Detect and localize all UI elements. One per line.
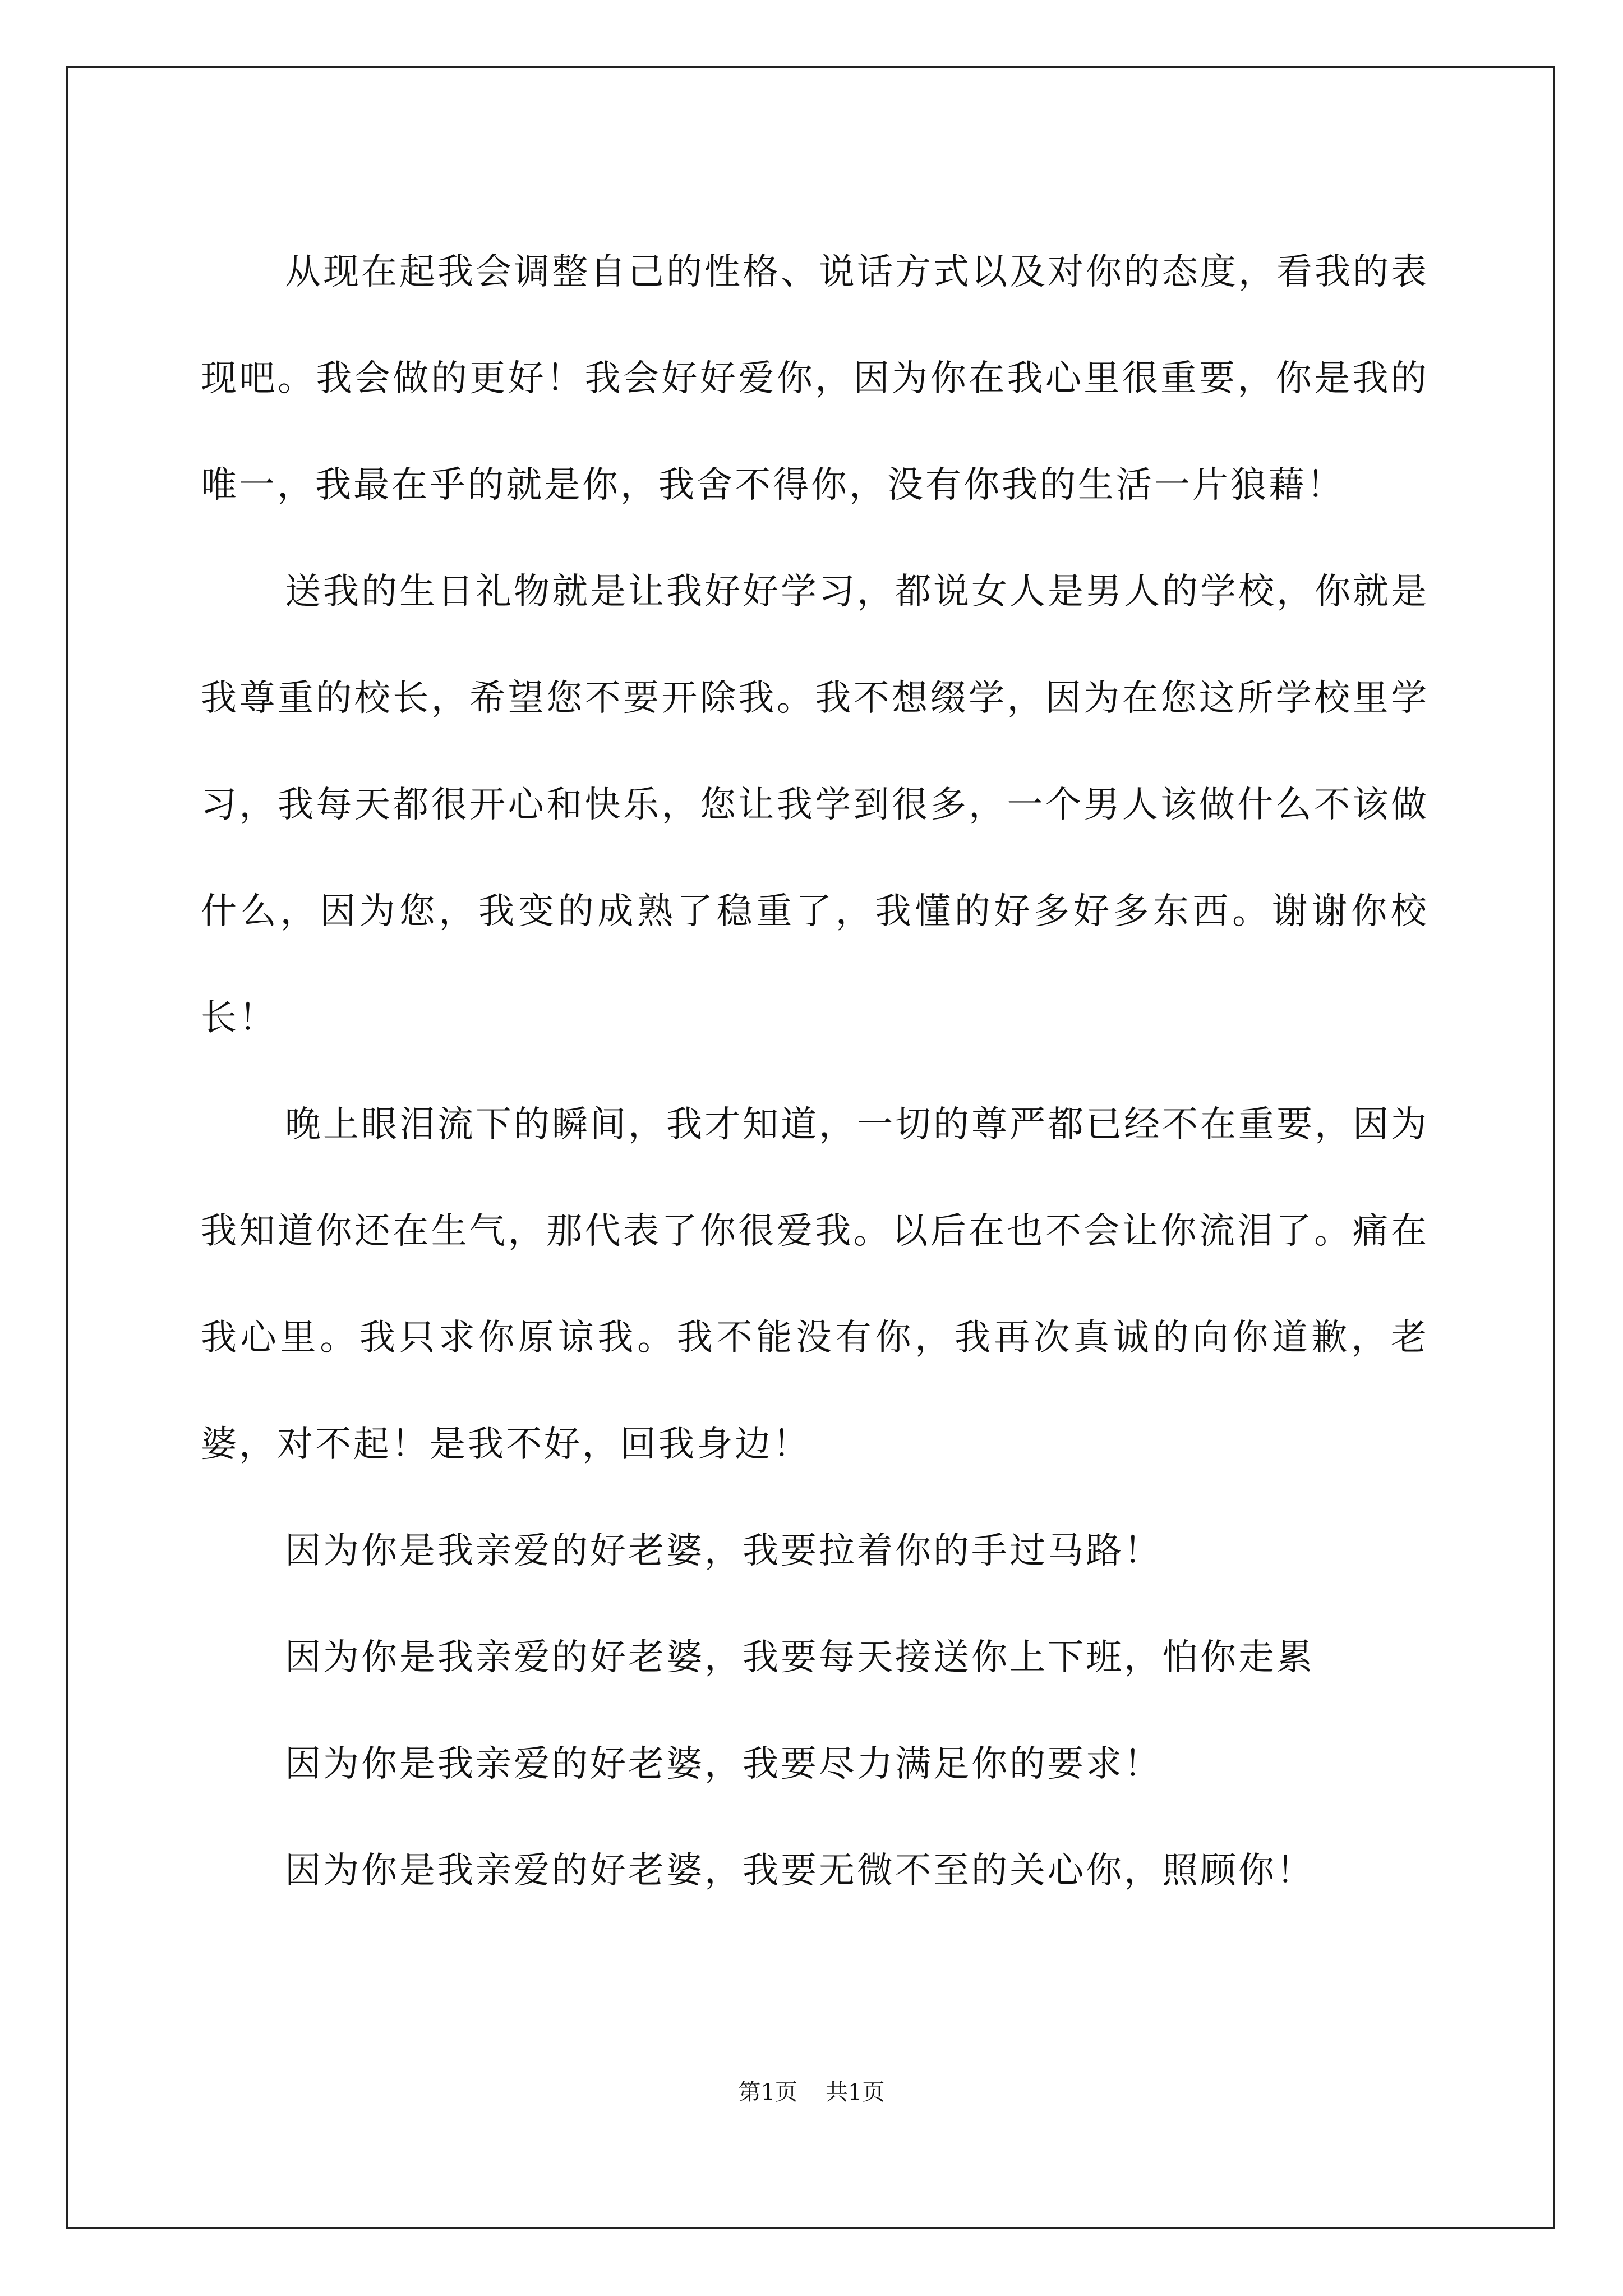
paragraph: 因为你是我亲爱的好老婆，我要每天接送你上下班，怕你走累 [285, 1637, 1315, 1678]
paragraph: 因为你是我亲爱的好老婆，我要拉着你的手过马路！ [285, 1530, 1162, 1572]
paragraph: 晚上眼泪流下的瞬间，我才知道，一切的尊严都已经不在重要，因为我知道你还在生气，那代表了你很爱我。以后在也不会让你流泪了。痛在我心里。我只求你原谅我。我不能没有你，我再次真诚的向你道歉，老婆，对不起！是我不好，回我身边！ [201, 1104, 1429, 1465]
page-total: 共1页 [826, 2079, 885, 2105]
paragraph: 送我的生日礼物就是让我好好学习，都说女人是男人的学校，你就是我尊重的校长，希望您不要开除我。我不想缀学，因为在您这所学校里学习，我每天都很开心和快乐，您让我学到很多，一个男人该做什么不该做什么，因为您，我变的成熟了稳重了，我懂的好多好多东西。谢谢你校长！ [201, 571, 1429, 1039]
paragraph: 从现在起我会调整自己的性格、说话方式以及对你的态度，看我的表现吧。我会做的更好！我会好好爱你，因为你在我心里很重要，你是我的唯一，我最在乎的就是你，我舍不得你，没有你我的生活一片狼藉！ [201, 251, 1429, 506]
page-footer [0, 2076, 1623, 2109]
paragraph: 因为你是我亲爱的好老婆，我要无微不至的关心你，照顾你！ [285, 1850, 1315, 1892]
page-number: 第1页 [738, 2079, 797, 2105]
paragraph: 因为你是我亲爱的好老婆，我要尽力满足你的要求！ [285, 1743, 1162, 1785]
document-body [201, 219, 1429, 1924]
